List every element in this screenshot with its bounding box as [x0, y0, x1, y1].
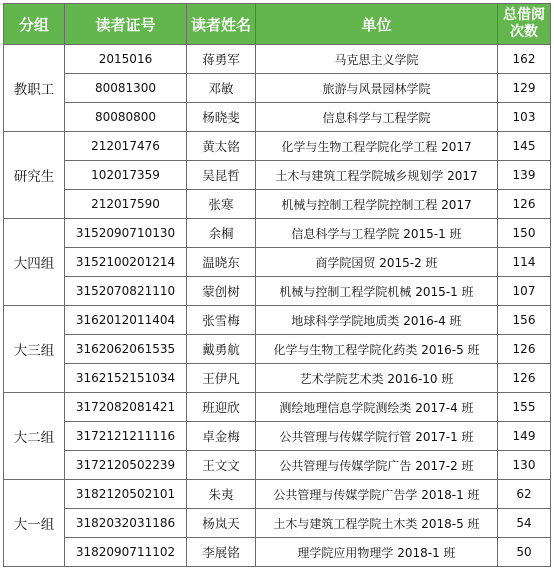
card-id-cell: 3172120502239 [65, 451, 187, 480]
unit-cell: 艺术学院艺术类 2016-10 班 [256, 364, 498, 393]
reader-name-cell: 张寒 [187, 190, 256, 219]
borrow-count-cell: 145 [498, 132, 551, 161]
unit-cell: 土木与建筑工程学院土木类 2018-5 班 [256, 509, 498, 538]
table-row [4, 451, 551, 480]
header-card-id: 读者证号 [65, 4, 187, 45]
card-id-cell: 3152090710130 [65, 219, 187, 248]
table-row [4, 538, 551, 567]
unit-cell: 土木与建筑工程学院城乡规划学 2017 [256, 161, 498, 190]
borrow-count-cell: 114 [498, 248, 551, 277]
table-body [4, 45, 551, 567]
borrow-count-cell: 139 [498, 161, 551, 190]
card-id-cell: 212017590 [65, 190, 187, 219]
table-row [4, 74, 551, 103]
reader-name-cell: 朱夷 [187, 480, 256, 509]
borrow-count-cell: 126 [498, 190, 551, 219]
unit-cell: 信息科学与工程学院 2015-1 班 [256, 219, 498, 248]
reader-name-cell: 杨晓斐 [187, 103, 256, 132]
reader-name-cell: 班迎欣 [187, 393, 256, 422]
card-id-cell: 3162012011404 [65, 306, 187, 335]
header-total-line1: 总借阅 [503, 7, 545, 23]
group-label: 大二组 [4, 393, 65, 480]
card-id-cell: 3172082081421 [65, 393, 187, 422]
card-id-cell: 3162062061535 [65, 335, 187, 364]
borrow-count-cell: 126 [498, 364, 551, 393]
reader-name-cell: 戴勇航 [187, 335, 256, 364]
unit-cell: 公共管理与传媒学院广告 2017-2 班 [256, 451, 498, 480]
unit-cell: 理学院应用物理学 2018-1 班 [256, 538, 498, 567]
table-row [4, 509, 551, 538]
group-label: 教职工 [4, 45, 65, 132]
reader-name-cell: 邓敏 [187, 74, 256, 103]
card-id-cell: 3182090711102 [65, 538, 187, 567]
table-row [4, 103, 551, 132]
borrow-count-cell: 62 [498, 480, 551, 509]
unit-cell: 旅游与风景园林学院 [256, 74, 498, 103]
header-row [4, 4, 551, 45]
group-label: 大一组 [4, 480, 65, 567]
table-row [4, 219, 551, 248]
header-unit: 单位 [256, 4, 498, 45]
header-name: 读者姓名 [187, 4, 256, 45]
header-group: 分组 [4, 4, 65, 45]
table-row [4, 132, 551, 161]
borrow-count-cell: 126 [498, 335, 551, 364]
card-id-cell: 102017359 [65, 161, 187, 190]
unit-cell: 机械与控制工程学院机械 2015-1 班 [256, 277, 498, 306]
borrow-count-cell: 150 [498, 219, 551, 248]
header-total [498, 4, 551, 45]
ranking-table-container [3, 3, 551, 567]
reader-name-cell: 温晓东 [187, 248, 256, 277]
table-row [4, 45, 551, 74]
borrow-count-cell: 156 [498, 306, 551, 335]
borrow-count-cell: 162 [498, 45, 551, 74]
card-id-cell: 2015016 [65, 45, 187, 74]
unit-cell: 信息科学与工程学院 [256, 103, 498, 132]
unit-cell: 公共管理与传媒学院行管 2017-1 班 [256, 422, 498, 451]
card-id-cell: 3152100201214 [65, 248, 187, 277]
table-row [4, 306, 551, 335]
borrow-count-cell: 54 [498, 509, 551, 538]
table-row [4, 277, 551, 306]
card-id-cell: 3182032031186 [65, 509, 187, 538]
header-total-line2: 次数 [510, 24, 538, 40]
card-id-cell: 3152070821110 [65, 277, 187, 306]
reader-name-cell: 李展铭 [187, 538, 256, 567]
table-row [4, 422, 551, 451]
table-row [4, 248, 551, 277]
table-row [4, 335, 551, 364]
card-id-cell: 3162152151034 [65, 364, 187, 393]
card-id-cell: 3172121211116 [65, 422, 187, 451]
borrow-count-cell: 155 [498, 393, 551, 422]
borrow-count-cell: 130 [498, 451, 551, 480]
table-row [4, 480, 551, 509]
reader-name-cell: 蒋勇军 [187, 45, 256, 74]
reader-name-cell: 蒙创树 [187, 277, 256, 306]
reader-name-cell: 王伊凡 [187, 364, 256, 393]
borrow-count-cell: 107 [498, 277, 551, 306]
borrow-count-cell: 50 [498, 538, 551, 567]
reader-name-cell: 卓金梅 [187, 422, 256, 451]
unit-cell: 马克思主义学院 [256, 45, 498, 74]
unit-cell: 机械与控制工程学院控制工程 2017 [256, 190, 498, 219]
borrow-count-cell: 103 [498, 103, 551, 132]
table-row [4, 161, 551, 190]
table-row [4, 393, 551, 422]
card-id-cell: 80081300 [65, 74, 187, 103]
borrow-count-cell: 149 [498, 422, 551, 451]
reader-name-cell: 张雪梅 [187, 306, 256, 335]
reader-name-cell: 王文文 [187, 451, 256, 480]
card-id-cell: 80080800 [65, 103, 187, 132]
table-row [4, 364, 551, 393]
unit-cell: 地球科学学院地质类 2016-4 班 [256, 306, 498, 335]
reader-name-cell: 杨岚天 [187, 509, 256, 538]
unit-cell: 公共管理与传媒学院广告学 2018-1 班 [256, 480, 498, 509]
card-id-cell: 3182120502101 [65, 480, 187, 509]
reader-name-cell: 余桐 [187, 219, 256, 248]
borrowing-ranking-table [3, 3, 551, 567]
unit-cell: 化学与生物工程学院化药类 2016-5 班 [256, 335, 498, 364]
group-label: 研究生 [4, 132, 65, 219]
borrow-count-cell: 129 [498, 74, 551, 103]
unit-cell: 化学与生物工程学院化学工程 2017 [256, 132, 498, 161]
unit-cell: 测绘地理信息学院测绘类 2017-4 班 [256, 393, 498, 422]
table-row [4, 190, 551, 219]
reader-name-cell: 吴昆哲 [187, 161, 256, 190]
group-label: 大四组 [4, 219, 65, 306]
group-label: 大三组 [4, 306, 65, 393]
reader-name-cell: 黄太铭 [187, 132, 256, 161]
unit-cell: 商学院国贸 2015-2 班 [256, 248, 498, 277]
card-id-cell: 212017476 [65, 132, 187, 161]
